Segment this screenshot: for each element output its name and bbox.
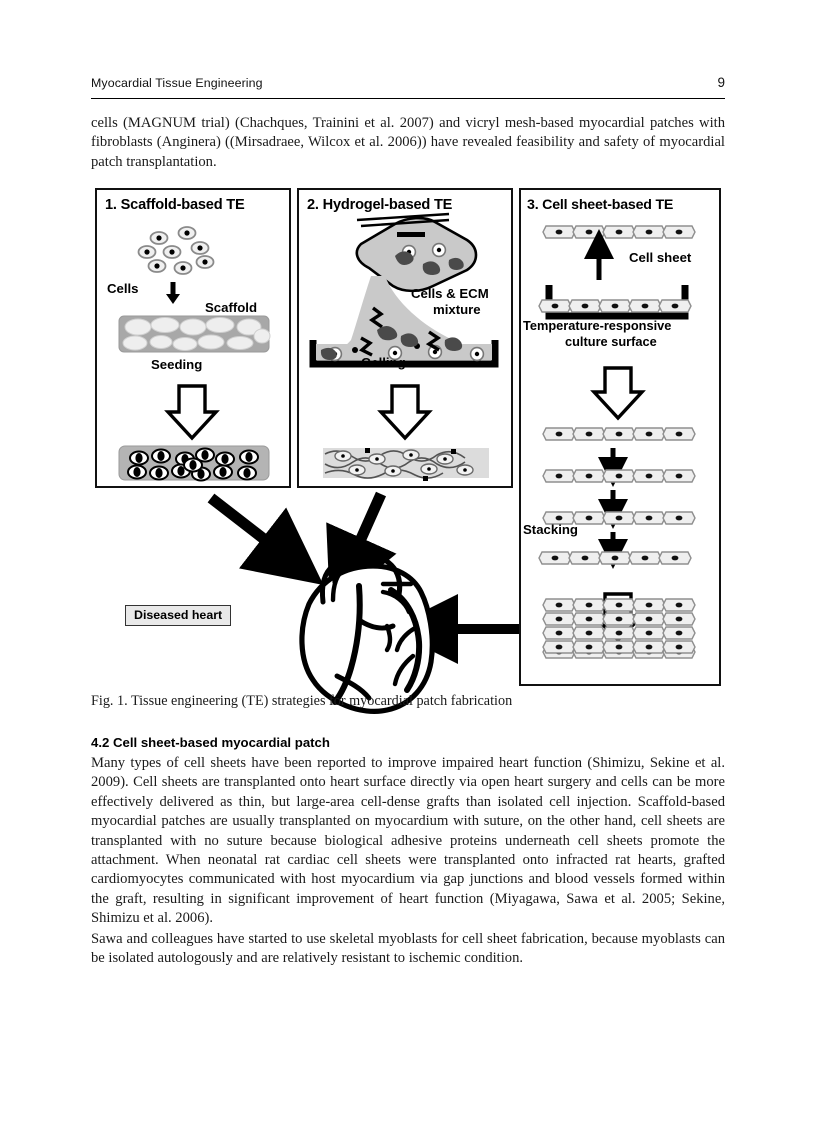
- panel-scaffold-graphics: [97, 190, 289, 486]
- arrow-scaffold-to-heart: [211, 498, 273, 546]
- body-paragraph-2: Sawa and colleagues have started to use skeletal myoblasts for cell sheet fabrication, because myoblasts can be isolated autologously and are relatively resistant to ischemic condition.: [91, 931, 725, 967]
- body-paragraph-1: Many types of cell sheets have been reported to improve impaired heart function (Shimizu, Sekine et al. 2009). Cell sheets are transplanted onto heart surface directly via open heart surgery and cells can be more effectively delivered as thin, but large-area cell-dense grafts than isolated cell injection. Scaffold-based myocardial patches are usually transplanted on myocardium with suture, on the other hand, cell sheets are transplanted with no suture because biological adhesive proteins underneath cell sheets promote the attachment. When neonatal rat cardiac cell sheets were transplanted onto infracted rat hearts, grafted cardiomyocytes communicated with host myocardium via gap junctions and blood vessels formed within the graft, resulting in significant improvement of heart function (Miyagawa, Sawa et al. 2005; Sekine, Shimizu et al. 2006).: [91, 755, 725, 927]
- process-arrow-icon: [594, 368, 642, 418]
- panel-scaffold-based-te: [95, 188, 291, 488]
- page-number: 9: [717, 75, 725, 90]
- label-stacking: Stacking: [523, 522, 578, 537]
- scaffold-empty: [119, 316, 270, 352]
- cell-sheet-detached: [543, 226, 695, 238]
- free-cells-cluster: [139, 227, 214, 274]
- scaffold-seeded: [119, 446, 269, 481]
- figure-caption: Fig. 1. Tissue engineering (TE) strategies for myocardial patch fabrication: [91, 693, 513, 709]
- label-gelling: Gelling: [361, 355, 406, 370]
- process-arrow-icon: [381, 386, 429, 438]
- label-cells: Cells: [107, 281, 139, 296]
- label-cell-sheet: Cell sheet: [629, 250, 692, 265]
- diseased-heart-label: Diseased heart: [125, 605, 231, 626]
- running-head: [91, 76, 725, 99]
- seeding-arrow-icon: [166, 282, 180, 304]
- label-culture-surface-line1: Temperature-responsive: [523, 318, 672, 333]
- label-cells-ecm-line2: mixture: [433, 302, 481, 317]
- panel-hydrogel-title: 2. Hydrogel-based TE: [307, 197, 453, 213]
- hydrogel-construct: [323, 448, 489, 481]
- panel-cellsheet-title: 3. Cell sheet-based TE: [527, 197, 674, 213]
- panel-cellsheet-stack-graphics: [521, 595, 719, 665]
- label-seeding: Seeding: [151, 357, 203, 372]
- panel-hydrogel-graphics: [299, 190, 511, 486]
- arrow-hydrogel-to-heart: [356, 494, 381, 550]
- figure-1: [91, 186, 725, 686]
- running-head-title: Myocardial Tissue Engineering: [91, 76, 263, 90]
- process-arrow-icon: [168, 386, 216, 438]
- panel-cell-sheet-based-te: [519, 188, 721, 686]
- section-heading: 4.2 Cell sheet-based myocardial patch: [91, 735, 330, 750]
- intro-paragraph: cells (MAGNUM trial) (Chachques, Trainini et al. 2007) and vicryl mesh-based myocardial patches with fibroblasts (Anginera) ((Mirsadraee, Wilcox et al. 2006)) have revealed feasibility and safety of myocardial patch transplantation.: [91, 115, 725, 170]
- culture-dish-icon: [539, 285, 691, 316]
- label-cells-ecm-line1: Cells & ECM: [411, 286, 489, 301]
- label-scaffold: Scaffold: [205, 300, 258, 315]
- panel-scaffold-title: 1. Scaffold-based TE: [105, 197, 245, 213]
- diseased-heart-illustration: [302, 555, 432, 711]
- stacking-sequence: [539, 428, 695, 564]
- label-culture-surface-line2: culture surface: [565, 334, 657, 349]
- panel-hydrogel-based-te: [297, 188, 513, 488]
